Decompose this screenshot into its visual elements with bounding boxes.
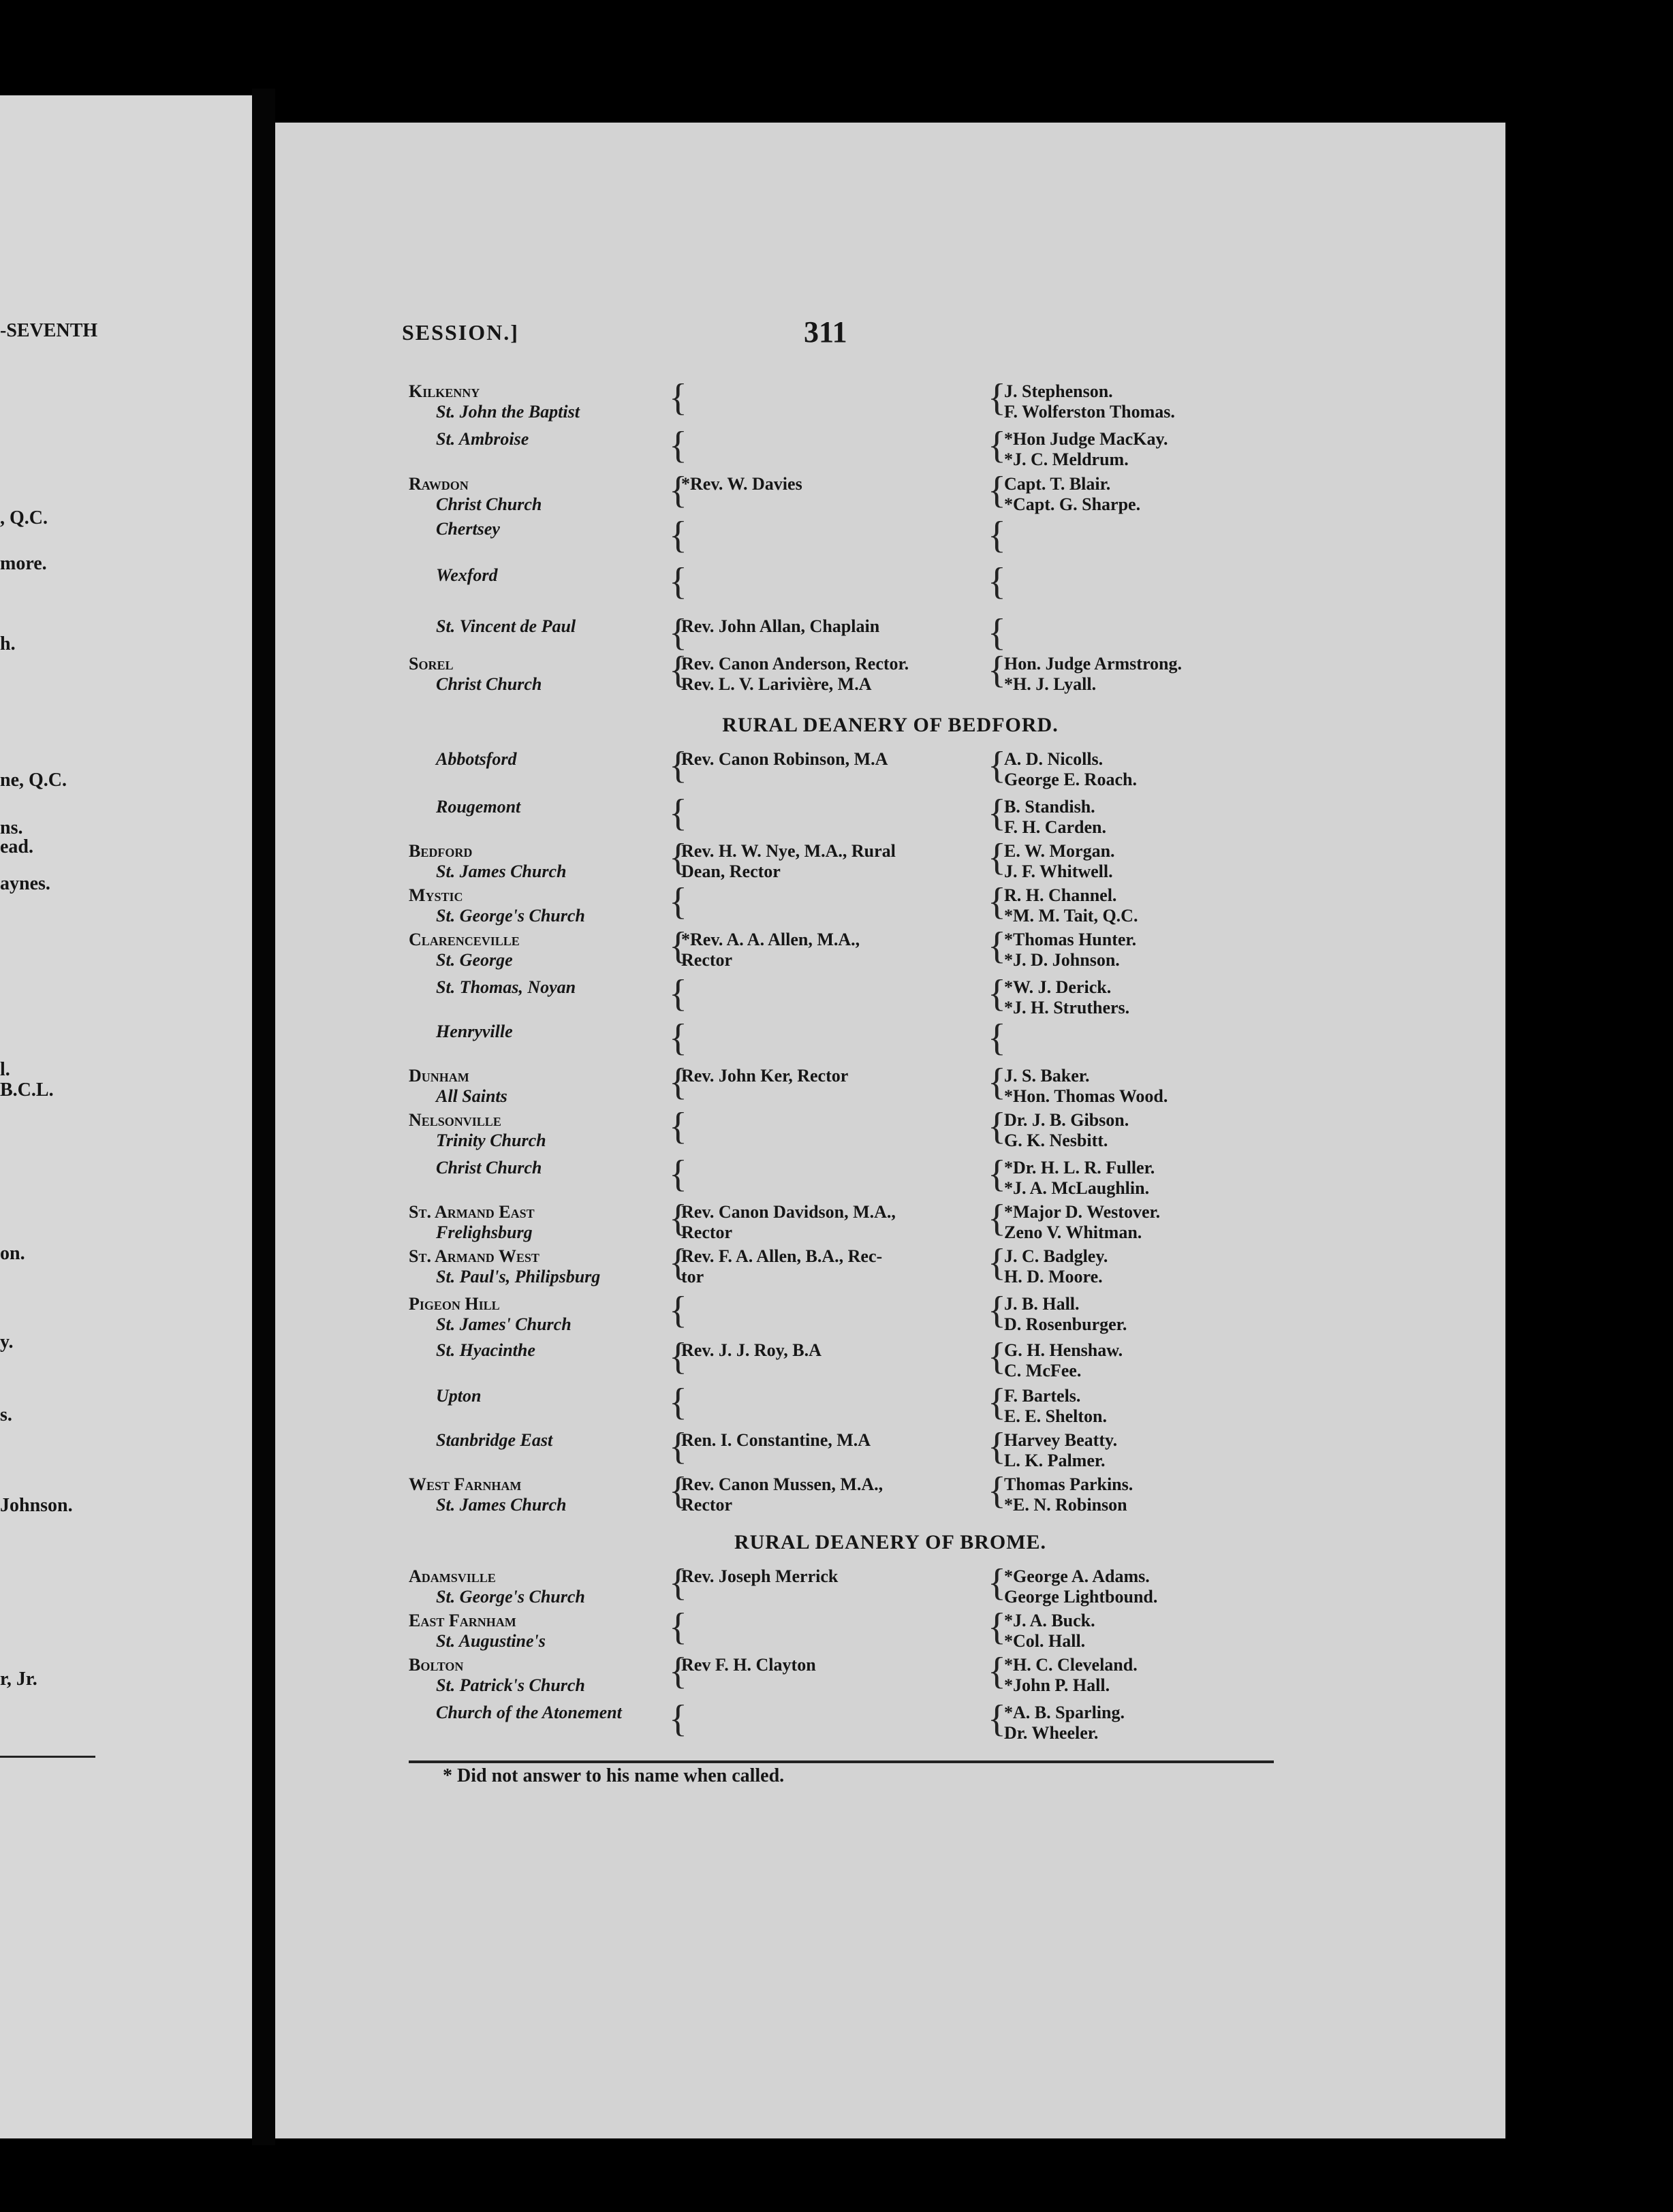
brace-icon: { — [988, 1470, 1006, 1512]
parish-line: East Farnham — [409, 1611, 516, 1630]
clergy-delegate — [681, 930, 1001, 970]
brace-icon: { — [669, 1562, 687, 1604]
brace-icon: { — [988, 514, 1006, 556]
brace-icon: { — [669, 836, 687, 879]
clergy-line: Rev. J. J. Roy, B.A — [681, 1340, 822, 1360]
lay-delegates — [1004, 1703, 1345, 1743]
left-fragment: ns. — [0, 817, 23, 838]
footnote: * Did not answer to his name when called. — [443, 1765, 785, 1786]
clergy-line — [681, 1703, 1001, 1723]
parish-line: Sorel — [409, 654, 454, 674]
lay-delegates — [1004, 1246, 1345, 1287]
clergy-delegate — [681, 749, 1001, 770]
brace-icon: { — [988, 1562, 1006, 1604]
left-footer-rule — [0, 1756, 95, 1758]
clergy-line: Rev. Joseph Merrick — [681, 1566, 839, 1586]
brace-icon: { — [669, 1606, 687, 1648]
left-fragment: h. — [0, 633, 16, 654]
brace-icon: { — [988, 649, 1006, 691]
lay-line: Harvey Beatty. — [1004, 1430, 1118, 1450]
clergy-delegate — [681, 1202, 1001, 1243]
clergy-line — [681, 1611, 1001, 1631]
left-fragment: B.C.L. — [0, 1079, 54, 1101]
clergy-line: Rev. F. A. Allen, B.A., Rec- — [681, 1246, 883, 1266]
brace-icon: { — [669, 612, 687, 654]
brace-icon: { — [669, 1197, 687, 1239]
clergy-line — [681, 381, 1001, 402]
parish-line: Pigeon Hill — [409, 1294, 500, 1314]
clergy-delegate — [681, 1066, 1001, 1086]
parish-line: Christ Church — [436, 494, 542, 514]
lay-line — [1004, 616, 1345, 637]
lay-delegates — [1004, 1158, 1345, 1199]
parish-line: Church of the Atonement — [436, 1703, 622, 1722]
clergy-delegate — [681, 519, 1001, 539]
clergy-line — [681, 1158, 1001, 1178]
clergy-line — [681, 1110, 1001, 1131]
lay-delegates — [1004, 797, 1345, 838]
clergy-line: Rev. Canon Davidson, M.A., — [681, 1202, 896, 1222]
parish-line: St. James Church — [436, 1495, 567, 1515]
parish-line: St. Hyacinthe — [436, 1340, 535, 1360]
lay-delegates — [1004, 381, 1345, 422]
left-fragment: y. — [0, 1331, 14, 1353]
brace-icon: { — [988, 836, 1006, 879]
page-number: 311 — [804, 315, 847, 349]
parish-line: St. Patrick's Church — [436, 1675, 585, 1695]
parish-line: St. Armand West — [409, 1246, 540, 1266]
lay-delegates — [1004, 565, 1345, 586]
lay-delegates — [1004, 1202, 1345, 1243]
lay-line: Thomas Parkins. — [1004, 1474, 1133, 1494]
left-fragment: more. — [0, 553, 47, 574]
clergy-delegate — [681, 1294, 1001, 1314]
brace-icon: { — [988, 881, 1006, 923]
lay-line: *H. J. Lyall. — [1004, 674, 1097, 694]
lay-line: Dr. Wheeler. — [1004, 1723, 1099, 1743]
brace-icon: { — [669, 1061, 687, 1103]
clergy-delegate — [681, 474, 1001, 494]
brace-icon: { — [988, 1242, 1006, 1284]
clergy-delegate — [681, 1158, 1001, 1178]
left-fragment: , Q.C. — [0, 507, 48, 528]
brace-icon: { — [669, 649, 687, 691]
clergy-delegate — [681, 565, 1001, 586]
lay-line: George E. Roach. — [1004, 770, 1137, 789]
brace-icon: { — [988, 1650, 1006, 1692]
clergy-delegate — [681, 654, 1001, 695]
brace-icon: { — [988, 1336, 1006, 1378]
brace-icon: { — [988, 377, 1006, 419]
brace-icon: { — [669, 792, 687, 834]
clergy-line: tor — [681, 1267, 704, 1286]
clergy-line: Rev. H. W. Nye, M.A., Rural — [681, 841, 896, 861]
left-page-fragment — [0, 95, 252, 2138]
lay-line: H. D. Moore. — [1004, 1267, 1103, 1286]
section-heading-brome: RURAL DEANERY OF BROME. — [734, 1531, 1047, 1553]
clergy-line: Rector — [681, 950, 733, 970]
clergy-delegate — [681, 616, 1001, 637]
clergy-line: Rev. Canon Robinson, M.A — [681, 749, 888, 769]
parish-line: Bedford — [409, 841, 473, 861]
brace-icon: { — [669, 1650, 687, 1692]
brace-icon: { — [669, 424, 687, 467]
clergy-line: *Rev. A. A. Allen, M.A., — [681, 930, 860, 949]
lay-line: J. B. Hall. — [1004, 1294, 1080, 1314]
parish-line: Mystic — [409, 885, 463, 905]
lay-delegates — [1004, 1566, 1345, 1607]
footer-rule — [409, 1760, 1274, 1763]
clergy-delegate — [681, 1703, 1001, 1723]
left-fragment: -SEVENTH — [0, 320, 98, 341]
lay-line: Dr. J. B. Gibson. — [1004, 1110, 1129, 1130]
parish-line: Rougemont — [436, 797, 521, 817]
clergy-delegate — [681, 1340, 1001, 1361]
lay-delegates — [1004, 429, 1345, 470]
clergy-delegate — [681, 977, 1001, 998]
brace-icon: { — [988, 1425, 1006, 1468]
lay-line: F. Wolferston Thomas. — [1004, 402, 1175, 422]
brace-icon: { — [669, 1336, 687, 1378]
clergy-line — [681, 977, 1001, 998]
clergy-delegate — [681, 1022, 1001, 1042]
clergy-line: Rev F. H. Clayton — [681, 1655, 816, 1675]
parish-line: St. George — [436, 950, 513, 970]
lay-line: G. H. Henshaw. — [1004, 1340, 1123, 1360]
lay-line: *Thomas Hunter. — [1004, 930, 1137, 949]
clergy-line: Rector — [681, 1222, 733, 1242]
lay-line — [1004, 1022, 1345, 1042]
brace-icon: { — [988, 1289, 1006, 1331]
lay-line: *Hon Judge MacKay. — [1004, 429, 1168, 449]
clergy-line — [681, 519, 1001, 539]
brace-icon: { — [669, 925, 687, 967]
brace-icon: { — [669, 744, 687, 787]
lay-line: *J. A. Buck. — [1004, 1611, 1095, 1630]
clergy-line — [681, 885, 1001, 906]
lay-line: D. Rosenburger. — [1004, 1314, 1127, 1334]
lay-line: *W. J. Derick. — [1004, 977, 1112, 997]
clergy-line — [681, 429, 1001, 449]
clergy-line: Rector — [681, 1495, 733, 1515]
lay-delegates — [1004, 1655, 1345, 1696]
parish-line: St. James' Church — [436, 1314, 572, 1334]
lay-delegates — [1004, 1430, 1345, 1471]
brace-icon: { — [669, 377, 687, 419]
lay-line: E. E. Shelton. — [1004, 1406, 1107, 1426]
parish-line: Clarenceville — [409, 930, 520, 949]
clergy-delegate — [681, 797, 1001, 817]
lay-delegates — [1004, 519, 1345, 539]
lay-line: *Hon. Thomas Wood. — [1004, 1086, 1168, 1106]
lay-delegates — [1004, 885, 1345, 926]
lay-line: *E. N. Robinson — [1004, 1495, 1127, 1515]
parish-line: Chertsey — [436, 519, 500, 539]
brace-icon: { — [669, 469, 687, 511]
clergy-line: Ren. I. Constantine, M.A — [681, 1430, 871, 1450]
running-head: SESSION.] — [402, 320, 519, 345]
parish-line: Rawdon — [409, 474, 469, 494]
brace-icon: { — [988, 973, 1006, 1015]
clergy-line — [681, 1022, 1001, 1042]
lay-line: C. McFee. — [1004, 1361, 1082, 1380]
parish-line: St. James Church — [436, 862, 567, 881]
lay-delegates — [1004, 1022, 1345, 1042]
lay-line: Capt. T. Blair. — [1004, 474, 1111, 494]
clergy-line: Rev. L. V. Larivière, M.A — [681, 674, 872, 694]
lay-line: *J. H. Struthers. — [1004, 998, 1130, 1017]
lay-line — [1004, 565, 1345, 586]
brace-icon: { — [669, 1242, 687, 1284]
lay-line: E. W. Morgan. — [1004, 841, 1115, 861]
brace-icon: { — [669, 1105, 687, 1148]
parish-line: Henryville — [436, 1022, 513, 1041]
lay-line: *A. B. Sparling. — [1004, 1703, 1125, 1722]
brace-icon: { — [669, 514, 687, 556]
brace-icon: { — [988, 1606, 1006, 1648]
lay-line: *Dr. H. L. R. Fuller. — [1004, 1158, 1155, 1178]
lay-delegates — [1004, 1474, 1345, 1515]
left-fragment: l. — [0, 1059, 10, 1080]
lay-line: R. H. Channel. — [1004, 885, 1117, 905]
parish-line: Dunham — [409, 1066, 469, 1086]
lay-delegates — [1004, 616, 1345, 637]
clergy-line: Rev. Canon Mussen, M.A., — [681, 1474, 884, 1494]
book-gutter — [252, 89, 275, 2145]
lay-line: L. K. Palmer. — [1004, 1451, 1106, 1470]
parish-line: Upton — [436, 1386, 482, 1406]
brace-icon: { — [988, 612, 1006, 654]
parish-line: St. Thomas, Noyan — [436, 977, 576, 997]
lay-delegates — [1004, 1110, 1345, 1151]
lay-line: *Capt. G. Sharpe. — [1004, 494, 1141, 514]
brace-icon: { — [988, 1153, 1006, 1195]
brace-icon: { — [669, 881, 687, 923]
clergy-line: Rev. John Ker, Rector — [681, 1066, 849, 1086]
lay-delegates — [1004, 1294, 1345, 1335]
lay-line: F. Bartels. — [1004, 1386, 1081, 1406]
clergy-delegate — [681, 429, 1001, 449]
lay-line: *Major D. Westover. — [1004, 1202, 1161, 1222]
lay-line: B. Standish. — [1004, 797, 1095, 817]
parish-line: St. Paul's, Philipsburg — [436, 1267, 601, 1286]
lay-delegates — [1004, 841, 1345, 882]
clergy-line — [681, 565, 1001, 586]
brace-icon: { — [988, 1698, 1006, 1740]
lay-line: Zeno V. Whitman. — [1004, 1222, 1142, 1242]
parish-line: Christ Church — [436, 1158, 542, 1178]
lay-line: *M. M. Tait, Q.C. — [1004, 906, 1138, 926]
parish-line: Wexford — [436, 565, 498, 585]
parish-line: Trinity Church — [436, 1131, 546, 1150]
lay-delegates — [1004, 474, 1345, 515]
parish-line: Nelsonville — [409, 1110, 501, 1130]
brace-icon: { — [669, 1153, 687, 1195]
clergy-line — [681, 1294, 1001, 1314]
parish-line: All Saints — [436, 1086, 507, 1106]
clergy-delegate — [681, 1110, 1001, 1131]
clergy-delegate — [681, 841, 1001, 882]
left-fragment: on. — [0, 1243, 25, 1264]
parish-line: St. John the Baptist — [436, 402, 580, 422]
clergy-delegate — [681, 1655, 1001, 1675]
lay-delegates — [1004, 654, 1345, 695]
clergy-line: *Rev. W. Davies — [681, 474, 802, 494]
parish-line: Bolton — [409, 1655, 464, 1675]
lay-line: A. D. Nicolls. — [1004, 749, 1104, 769]
clergy-line — [681, 797, 1001, 817]
left-fragment: aynes. — [0, 873, 50, 894]
lay-line: *George A. Adams. — [1004, 1566, 1150, 1586]
brace-icon: { — [669, 1425, 687, 1468]
lay-line — [1004, 519, 1345, 539]
lay-delegates — [1004, 930, 1345, 970]
parish-line: St. George's Church — [436, 1587, 585, 1607]
left-fragment: s. — [0, 1404, 12, 1425]
brace-icon: { — [669, 1698, 687, 1740]
parish-line: St. Armand East — [409, 1202, 535, 1222]
parish-line: St. George's Church — [436, 906, 585, 926]
clergy-delegate — [681, 885, 1001, 906]
lay-line: *J. D. Johnson. — [1004, 950, 1120, 970]
lay-delegates — [1004, 1611, 1345, 1652]
clergy-delegate — [681, 1474, 1001, 1515]
lay-delegates — [1004, 1386, 1345, 1427]
brace-icon: { — [988, 744, 1006, 787]
brace-icon: { — [988, 1061, 1006, 1103]
parish-line: Kilkenny — [409, 381, 480, 401]
parish-line: Frelighsburg — [436, 1222, 533, 1242]
lay-line: Hon. Judge Armstrong. — [1004, 654, 1182, 674]
brace-icon: { — [988, 925, 1006, 967]
brace-icon: { — [669, 1381, 687, 1423]
brace-icon: { — [988, 424, 1006, 467]
lay-line: J. Stephenson. — [1004, 381, 1113, 401]
lay-line: *H. C. Cleveland. — [1004, 1655, 1138, 1675]
clergy-delegate — [681, 1246, 1001, 1287]
parish-line: St. Ambroise — [436, 429, 529, 449]
clergy-line: Rev. Canon Anderson, Rector. — [681, 654, 909, 674]
parish-line: St. Vincent de Paul — [436, 616, 576, 636]
lay-line: *John P. Hall. — [1004, 1675, 1110, 1695]
brace-icon: { — [988, 1105, 1006, 1148]
brace-icon: { — [988, 560, 1006, 603]
parish-line: St. Augustine's — [436, 1631, 546, 1651]
lay-line: *Col. Hall. — [1004, 1631, 1086, 1651]
lay-delegates — [1004, 1340, 1345, 1381]
left-fragment: Johnson. — [0, 1495, 73, 1516]
brace-icon: { — [988, 792, 1006, 834]
lay-line: George Lightbound. — [1004, 1587, 1158, 1607]
brace-icon: { — [988, 1197, 1006, 1239]
brace-icon: { — [669, 973, 687, 1015]
brace-icon: { — [669, 1017, 687, 1059]
lay-line: G. K. Nesbitt. — [1004, 1131, 1108, 1150]
lay-delegates — [1004, 977, 1345, 1018]
brace-icon: { — [669, 1470, 687, 1512]
parish-line: West Farnham — [409, 1474, 522, 1494]
clergy-delegate — [681, 381, 1001, 402]
left-fragment: ne, Q.C. — [0, 770, 67, 791]
lay-line: J. F. Whitwell. — [1004, 862, 1113, 881]
clergy-line — [681, 1386, 1001, 1406]
clergy-delegate — [681, 1430, 1001, 1451]
left-fragment: r, Jr. — [0, 1669, 37, 1690]
lay-line: F. H. Carden. — [1004, 817, 1106, 837]
brace-icon: { — [988, 1017, 1006, 1059]
clergy-line: Dean, Rector — [681, 862, 781, 881]
brace-icon: { — [669, 1289, 687, 1331]
parish-line: Adamsville — [409, 1566, 496, 1586]
lay-line: *J. A. McLaughlin. — [1004, 1178, 1150, 1198]
lay-line: J. S. Baker. — [1004, 1066, 1090, 1086]
parish-line: Stanbridge East — [436, 1430, 553, 1450]
section-heading-bedford: RURAL DEANERY OF BEDFORD. — [722, 714, 1059, 736]
brace-icon: { — [669, 560, 687, 603]
parish-line: Abbotsford — [436, 749, 517, 769]
lay-delegates — [1004, 1066, 1345, 1107]
left-fragment: ead. — [0, 836, 33, 857]
clergy-delegate — [681, 1386, 1001, 1406]
lay-delegates — [1004, 749, 1345, 790]
lay-line: J. C. Badgley. — [1004, 1246, 1108, 1266]
brace-icon: { — [988, 1381, 1006, 1423]
brace-icon: { — [988, 469, 1006, 511]
clergy-delegate — [681, 1566, 1001, 1587]
parish-line: Christ Church — [436, 674, 542, 694]
clergy-line: Rev. John Allan, Chaplain — [681, 616, 880, 636]
lay-line: *J. C. Meldrum. — [1004, 449, 1129, 469]
clergy-delegate — [681, 1611, 1001, 1631]
